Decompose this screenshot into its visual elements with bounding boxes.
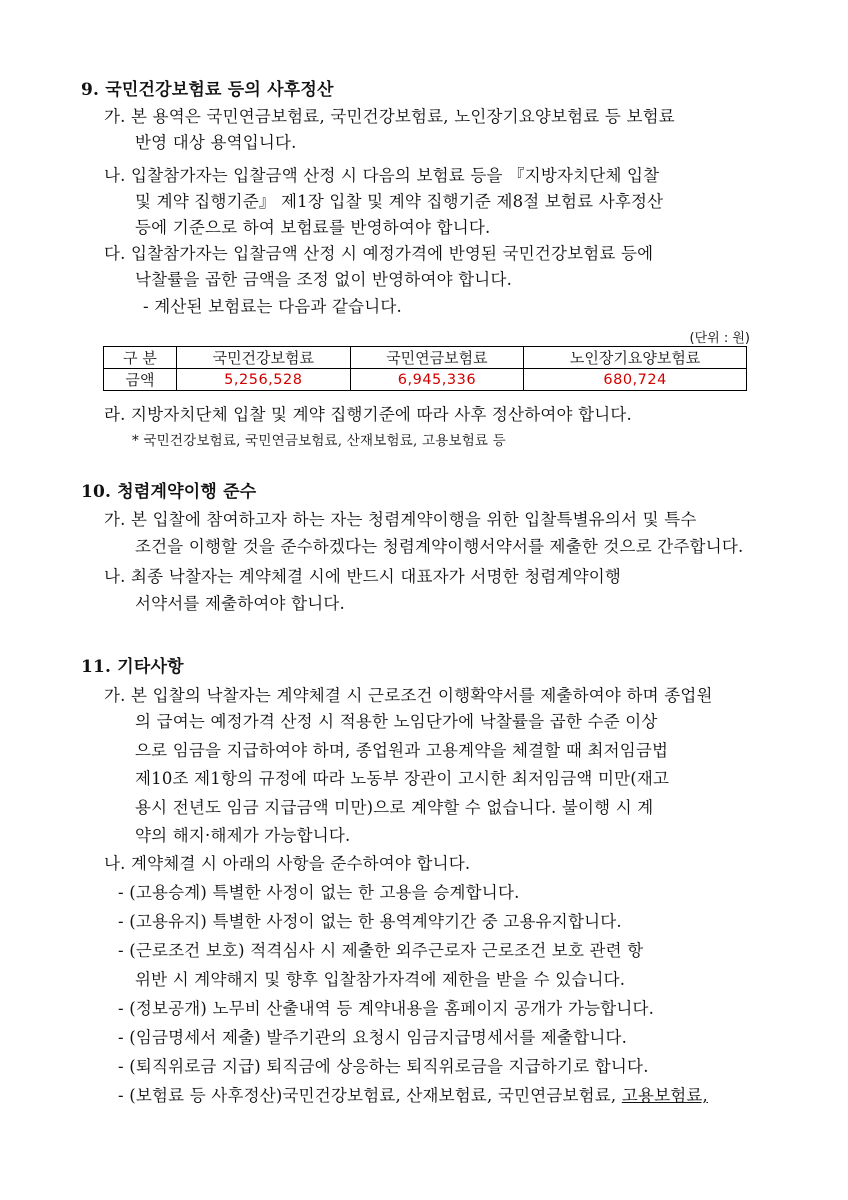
health-insurance-amount: 5,256,528 [177, 369, 351, 391]
table-header-health-insurance: 국민건강보험료 [177, 347, 351, 369]
s11-item-ga-line6: 약의 해지·해제가 가능합니다. [135, 826, 351, 845]
s10-item-ga-line2: 조건을 이행할 것을 준수하겠다는 청렴계약이행서약서를 제출한 것으로 간주합니다. [135, 537, 744, 556]
s9-item-na-line2: 및 계약 집행기준』 제1장 입찰 및 계약 집행기준 제8절 보험료 사후정산 [135, 192, 664, 211]
section-10-title: 10. 청렴계약이행 준수 [81, 482, 257, 502]
s11-bullet-employment-retention: - (고용유지) 특별한 사정이 없는 한 용역계약기간 중 고용유지합니다. [118, 912, 622, 931]
s11-bullet-labor-protection-line2: 위반 시 계약해지 및 향후 입찰참가자격에 제한을 받을 수 있습니다. [135, 970, 626, 989]
s11-item-na-line1: 나. 계약체결 시 아래의 사항을 준수하여야 합니다. [104, 854, 471, 873]
national-pension-amount: 6,945,336 [350, 369, 524, 391]
s11-bullet-labor-protection-line1: - (근로조건 보호) 적격심사 시 제출한 외주근로자 근로조건 보호 관련 항 [118, 941, 644, 960]
s9-item-ga-line2: 반영 대상 용역입니다. [135, 133, 297, 152]
s11-bullet-employment-succession: - (고용승계) 특별한 사정이 없는 한 고용을 승계합니다. [118, 883, 520, 902]
s11-bullet-insurance-settlement-text: - (보험료 등 사후정산)국민건강보험료, 산재보험료, 국민연금보험료, [118, 1086, 622, 1105]
s11-item-ga-line1: 가. 본 입찰의 낙찰자는 계약체결 시 근로조건 이행확약서를 제출하여야 하며 종업원 [104, 686, 713, 705]
s11-bullet-retirement-bonus: - (퇴직위로금 지급) 퇴직금에 상응하는 퇴직위로금을 지급하기로 합니다. [118, 1057, 649, 1076]
s9-item-ga-line1: 가. 본 용역은 국민연금보험료, 국민건강보험료, 노인장기요양보험료 등 보험료 [104, 107, 675, 126]
s9-footnote: * 국민건강보험료, 국민연금보험료, 산재보험료, 고용보험료 등 [132, 433, 506, 449]
insurance-fee-table [103, 346, 747, 391]
section-11-title: 11. 기타사항 [81, 657, 184, 677]
section-9-title: 9. 국민건강보험료 등의 사후정산 [81, 80, 334, 100]
table-header-category: 구 분 [104, 347, 177, 369]
s9-item-ra-line1: 라. 지방자치단체 입찰 및 계약 집행기준에 따라 사후 정산하여야 합니다. [104, 405, 632, 424]
s9-item-na-line3: 등에 기준으로 하여 보험료를 반영하여야 합니다. [135, 218, 491, 237]
s10-item-ga-line1: 가. 본 입찰에 참여하고자 하는 자는 청렴계약이행을 위한 입찰특별유의서 및 특수 [104, 510, 697, 529]
s9-item-da-line1: 다. 입찰참가자는 입찰금액 산정 시 예정가격에 반영된 국민건강보험료 등에 [104, 244, 654, 263]
s9-item-na-line1: 나. 입찰참가자는 입찰금액 산정 시 다음의 보험료 등을 『지방자치단체 입찰 [104, 166, 660, 185]
table-header-row [104, 347, 747, 369]
s11-bullet-insurance-settlement [118, 1085, 708, 1107]
table-row-label: 금액 [104, 369, 177, 391]
table-unit-label: (단위 : 원) [689, 331, 750, 346]
s10-item-na-line2: 서약서를 제출하여야 합니다. [135, 594, 346, 613]
s11-bullet-information-disclosure: - (정보공개) 노무비 산출내역 등 계약내용을 홈페이지 공개가 가능합니다. [118, 999, 655, 1018]
s11-bullet-insurance-settlement-underlined: 고용보험료, [621, 1086, 708, 1105]
s9-item-da-line3: - 계산된 보험료는 다음과 같습니다. [143, 297, 402, 316]
s11-item-ga-line5: 용시 전년도 임금 지급금액 미만)으로 계약할 수 없습니다. 불이행 시 계 [135, 798, 654, 817]
s10-item-na-line1: 나. 최종 낙찰자는 계약체결 시에 반드시 대표자가 서명한 청렴계약이행 [104, 567, 622, 586]
table-header-national-pension: 국민연금보험료 [350, 347, 524, 369]
table-header-long-term-care: 노인장기요양보험료 [524, 347, 747, 369]
long-term-care-amount: 680,724 [524, 369, 747, 391]
s11-item-ga-line2: 의 급여는 예정가격 산정 시 적용한 노임단가에 낙찰률을 곱한 수준 이상 [135, 712, 658, 731]
s11-bullet-wage-statement: - (임금명세서 제출) 발주기관의 요청시 임금지급명세서를 제출합니다. [118, 1028, 628, 1047]
s11-item-ga-line4: 제10조 제1항의 규정에 따라 노동부 장관이 고시한 최저임금액 미만(재고 [135, 769, 670, 788]
table-row [104, 369, 747, 391]
s11-item-ga-line3: 으로 임금을 지급하여야 하며, 종업원과 고용계약을 체결할 때 최저임금법 [135, 741, 669, 760]
s9-item-da-line2: 낙찰률을 곱한 금액을 조정 없이 반영하여야 합니다. [135, 270, 513, 289]
